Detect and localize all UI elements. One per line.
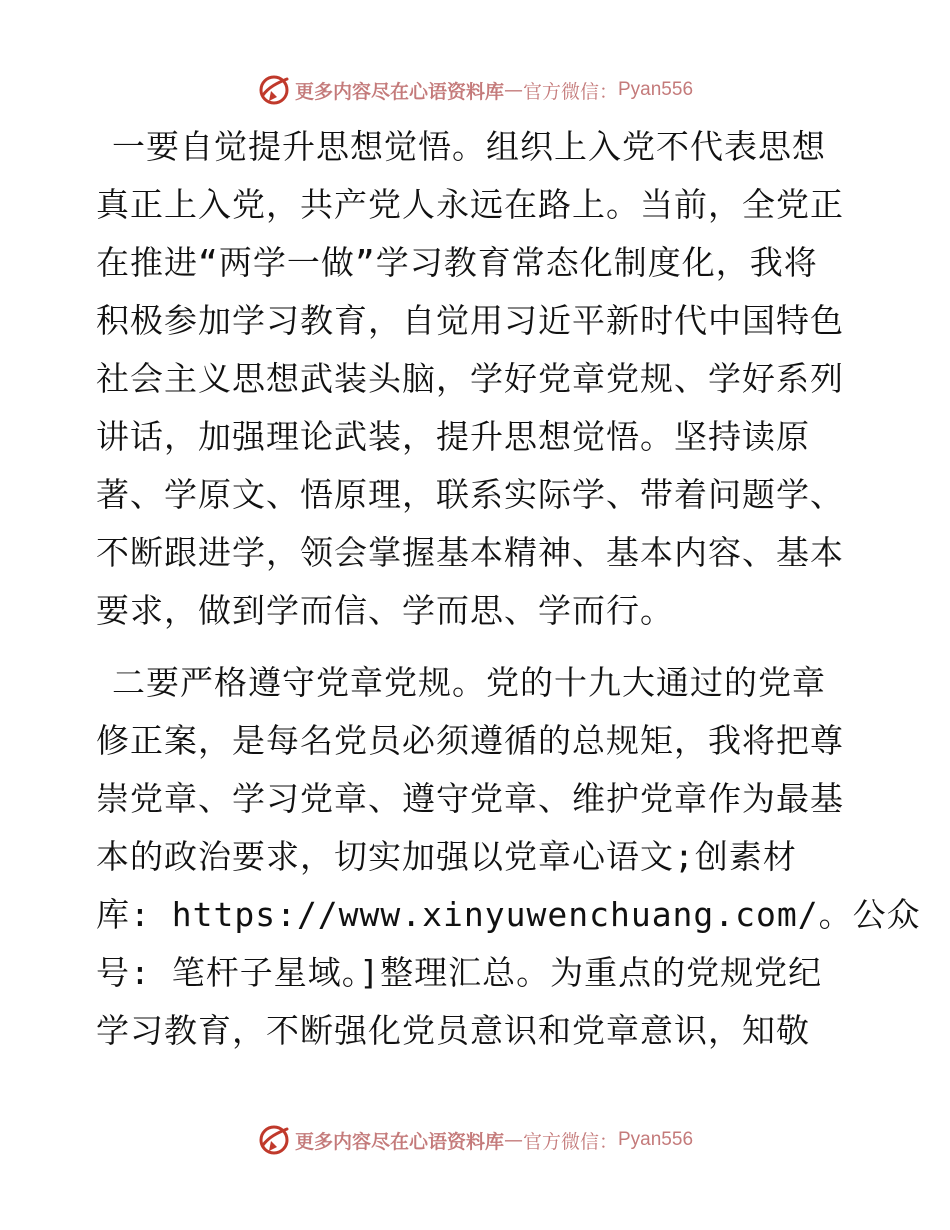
paragraph-1-line: 不断跟进学，领会掌握基本精神、基本内容、基本 — [96, 533, 844, 572]
paragraph-2-line: 本的政治要求，切实加强以党章心语文;创素材 — [96, 837, 797, 876]
watermark-main-text: 更多内容尽在心语资料库 — [294, 1130, 504, 1153]
paragraph-1-line: 积极参加学习教育，自觉用习近平新时代中国特色 — [96, 301, 844, 340]
watermark-wechat-label: 官方微信： — [522, 80, 618, 103]
page-footer-watermark — [0, 1120, 950, 1160]
paragraph-1-line: 在推进“两学一做”学习教育常态化制度化，我将 — [96, 243, 818, 282]
paragraph-1-line: 社会主义思想武装头脑，学好党章党规、学好系列 — [96, 359, 844, 398]
paragraph-1-line: 讲话，加强理论武装，提升思想觉悟。坚持读原 — [96, 417, 810, 456]
watermark-wechat-id: Pyan556 — [618, 1129, 694, 1150]
paragraph-2-line: 库: https://www.xinyuwenchuang.com/。公众 — [96, 895, 921, 934]
brush-seal-icon — [257, 1123, 291, 1157]
paragraph-2-line: 号: 笔杆子星域。]整理汇总。为重点的党规党纪 — [96, 953, 823, 992]
paragraph-2-line: 二要严格遵守党章党规。党的十九大通过的党章 — [112, 663, 826, 702]
paragraph-1-line: 著、学原文、悟原理，联系实际学、带着问题学、 — [96, 475, 844, 514]
document-body — [96, 118, 921, 1060]
paragraph-2 — [96, 654, 921, 1060]
brush-seal-icon — [257, 73, 291, 107]
paragraph-2-line: 学习教育，不断强化党员意识和党章意识，知敬 — [96, 1011, 810, 1050]
paragraph-1 — [96, 118, 856, 640]
paragraph-2-line: 崇党章、学习党章、遵守党章、维护党章作为最基 — [96, 779, 844, 818]
page-header-watermark — [0, 70, 950, 110]
watermark-wechat-label: 官方微信： — [522, 1130, 618, 1153]
watermark-wechat-id: Pyan556 — [618, 79, 694, 100]
watermark-dash: — — [503, 79, 523, 101]
paragraph-1-line: 一要自觉提升思想觉悟。组织上入党不代表思想 — [112, 127, 826, 166]
paragraph-1-line: 真正上入党，共产党人永远在路上。当前，全党正 — [96, 185, 844, 224]
watermark-dash: — — [503, 1129, 523, 1151]
paragraph-1-line: 要求，做到学而信、学而思、学而行。 — [96, 591, 674, 630]
paragraph-2-line: 修正案，是每名党员必须遵循的总规矩，我将把尊 — [96, 721, 844, 760]
watermark-main-text: 更多内容尽在心语资料库 — [294, 80, 504, 103]
